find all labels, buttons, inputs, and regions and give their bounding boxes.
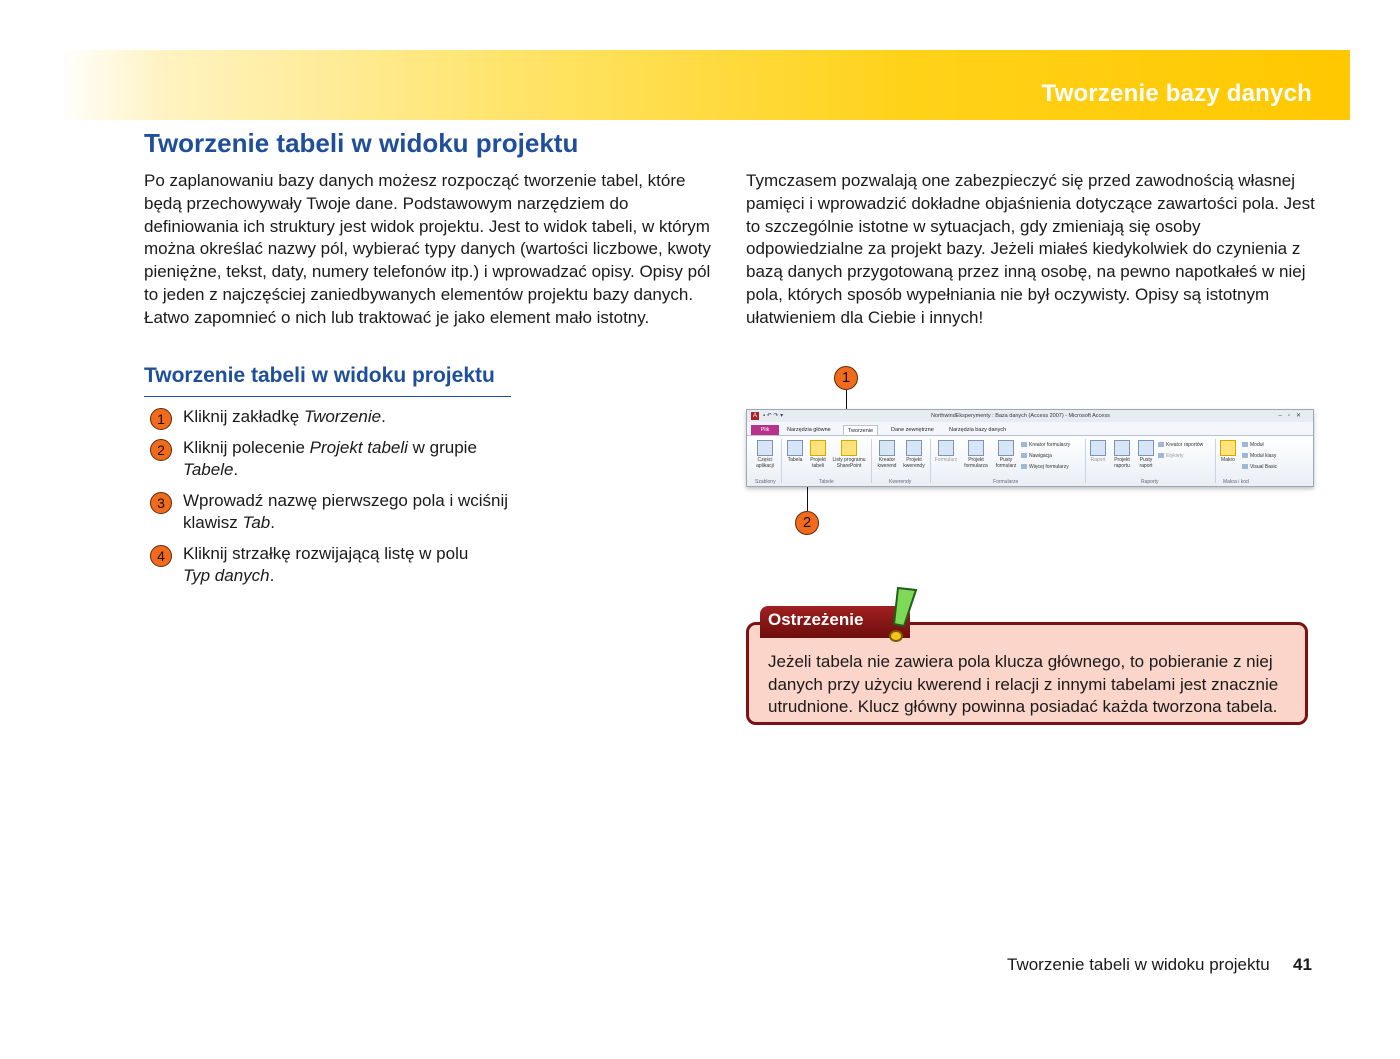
- macro-icon: [1220, 440, 1236, 456]
- window-caption: NorthwindEksperymenty : Baza danych (Access 2007) - Microsoft Access: [931, 413, 1110, 419]
- report-design-icon: [1114, 440, 1130, 456]
- table-icon: [787, 440, 803, 456]
- projekt-raportu-button[interactable]: Projekt raportu: [1110, 440, 1134, 469]
- kreator-kwerend-button[interactable]: Kreator kwerend: [874, 440, 900, 469]
- group-label-makra-i-kod: Makra i kod: [1223, 479, 1249, 485]
- ribbon-body: [747, 435, 1313, 487]
- raport-button[interactable]: Raport: [1087, 440, 1109, 464]
- procedure-title: Tworzenie tabeli w widoku projektu: [144, 364, 495, 387]
- step-text: Kliknij zakładkę Tworzenie.: [183, 407, 386, 426]
- ribbon-title-bar: [747, 410, 1313, 422]
- query-wizard-icon: [879, 440, 895, 456]
- procedure-steps: [148, 406, 518, 596]
- step-text: Kliknij strzałkę rozwijającą listę w polu Typ danych.: [183, 543, 469, 585]
- listy-sharepoint-button[interactable]: Listy programu SharePoint: [830, 440, 868, 469]
- group-separator: [781, 439, 782, 483]
- projekt-kwerendy-button[interactable]: Projekt kwerendy: [901, 440, 927, 469]
- step-number-badge: 1: [150, 408, 172, 430]
- step-text: Wprowadź nazwę pierwszego pola i wciśnij klawisz Tab.: [183, 490, 509, 532]
- formularz-button[interactable]: Formularz: [932, 440, 960, 464]
- intro-text-right: Tymczasem pozwalają one zabezpieczyć się przed zawodnością własnej pamięci i wprowadzić dokładne objaśnienia dotyczące zawartości pola. Jest to szczególnie istotne w sytuacjach, gdy zmieniają się osoby odpowiedzialne za projekt bazy. Jeżeli miałeś kiedykolwiek do czynienia z bazą danych przygotowaną przez inną osobę, na pewno napotkałeś w niej pola, których sposób wypełniania nie był oczywisty. Opisy są istotnym ułatwieniem dla Ciebie i innych!: [746, 171, 1315, 327]
- etykiety-item[interactable]: Etykiety: [1158, 453, 1184, 459]
- warning-text: Jeżeli tabela nie zawiera pola klucza głównego, to pobieranie z niej danych przy użyciu kwerend i relacji z innymi tabelami jest znacznie utrudnione. Klucz główny powinna posiadać każda tworzona tabela.: [768, 652, 1279, 717]
- modul-item[interactable]: Moduł: [1242, 442, 1264, 448]
- nawigacja-item[interactable]: Nawigacja: [1021, 453, 1052, 459]
- step-text: Kliknij polecenie Projekt tabeli w grupie Tabele.: [183, 437, 477, 479]
- page-number: 41: [1293, 955, 1312, 974]
- report-icon: [1090, 440, 1106, 456]
- wiecej-formularzy-item[interactable]: Więcej formularzy: [1021, 464, 1069, 470]
- group-separator: [1215, 439, 1216, 483]
- exclamation-icon: [878, 586, 922, 646]
- blank-report-icon: [1138, 440, 1154, 456]
- step-number-badge: 2: [150, 439, 172, 461]
- tab-narzedzia-glowne[interactable]: Narzędzia główne: [787, 427, 831, 433]
- group-separator: [871, 439, 872, 483]
- tab-narzedzia-bazy-danych[interactable]: Narzędzia bazy danych: [949, 427, 1007, 433]
- projekt-formularza-button[interactable]: Projekt formularza: [961, 440, 991, 469]
- step-3: [148, 490, 518, 535]
- callout-2: 2: [795, 511, 819, 535]
- group-label-raporty: Raporty: [1141, 479, 1159, 485]
- kreator-raportow-item[interactable]: Kreator raportów: [1158, 442, 1203, 448]
- group-separator: [1085, 439, 1086, 483]
- warning-title: Ostrzeżenie: [768, 610, 864, 629]
- table-design-icon: [810, 440, 826, 456]
- window-controls[interactable]: –▫✕: [1278, 413, 1307, 419]
- step-4: [148, 543, 518, 588]
- quick-access-toolbar[interactable]: ▪ ↶ ↷ ▾: [763, 413, 784, 419]
- sharepoint-list-icon: [841, 440, 857, 456]
- app-parts-icon: [757, 440, 773, 456]
- makro-button[interactable]: Makro: [1217, 440, 1239, 464]
- group-label-formularze: Formularze: [993, 479, 1019, 485]
- access-ribbon-screenshot: [746, 409, 1314, 487]
- tab-plik[interactable]: Plik: [751, 425, 779, 435]
- page-title: Tworzenie tabeli w widoku projektu: [144, 128, 579, 158]
- form-design-icon: [968, 440, 984, 456]
- ribbon-tabs: [747, 423, 1313, 435]
- visual-basic-item[interactable]: Visual Basic: [1242, 464, 1277, 470]
- tab-tworzenie[interactable]: Tworzenie: [843, 425, 878, 436]
- form-icon: [938, 440, 954, 456]
- czesci-aplikacji-button[interactable]: Części aplikacji: [753, 440, 777, 469]
- pusty-formularz-button[interactable]: Pusty formularz: [992, 440, 1020, 469]
- step-number-badge: 3: [150, 492, 172, 514]
- modul-klasy-item[interactable]: Moduł klasy: [1242, 453, 1276, 459]
- step-1: [148, 406, 518, 429]
- kreator-formularzy-item[interactable]: Kreator formularzy: [1021, 442, 1070, 448]
- step-2: [148, 437, 518, 482]
- group-label-kwerendy: Kwerendy: [889, 479, 912, 485]
- group-separator: [930, 439, 931, 483]
- chapter-banner: [60, 50, 1350, 120]
- query-design-icon: [906, 440, 922, 456]
- step-number-badge: 4: [150, 545, 172, 567]
- group-label-tabele: Tabele: [819, 479, 834, 485]
- footer-section-name: Tworzenie tabeli w widoku projektu: [1007, 955, 1270, 974]
- blank-form-icon: [998, 440, 1014, 456]
- chapter-title: Tworzenie bazy danych: [1041, 80, 1312, 107]
- access-app-icon: A: [752, 413, 757, 419]
- pusty-raport-button[interactable]: Pusty raport: [1135, 440, 1157, 469]
- procedure-title-rule: [144, 396, 511, 397]
- tab-dane-zewnetrzne[interactable]: Dane zewnętrzne: [891, 427, 934, 433]
- callout-1: 1: [834, 366, 858, 390]
- projekt-tabeli-button[interactable]: Projekt tabeli: [807, 440, 829, 469]
- group-label-szablony: Szablony: [755, 479, 776, 485]
- tabela-button[interactable]: Tabela: [784, 440, 806, 464]
- intro-text-left: Po zaplanowaniu bazy danych możesz rozpocząć tworzenie tabel, które będą przechowywały Twoje dane. Podstawowym narzędziem do definiowania ich struktury jest widok projektu. Jest to widok tabeli, w którym można określać nazwy pól, wybierać typy danych (wartości liczbowe, kwoty pieniężne, tekst, daty, numery telefonów itp.) i wprowadzać opisy. Opisy pól to jeden z najczęściej zaniedbywanych elementów projektu bazy danych. Łatwo zapomnieć o nich lub traktować je jako element mało istotny.: [144, 171, 711, 327]
